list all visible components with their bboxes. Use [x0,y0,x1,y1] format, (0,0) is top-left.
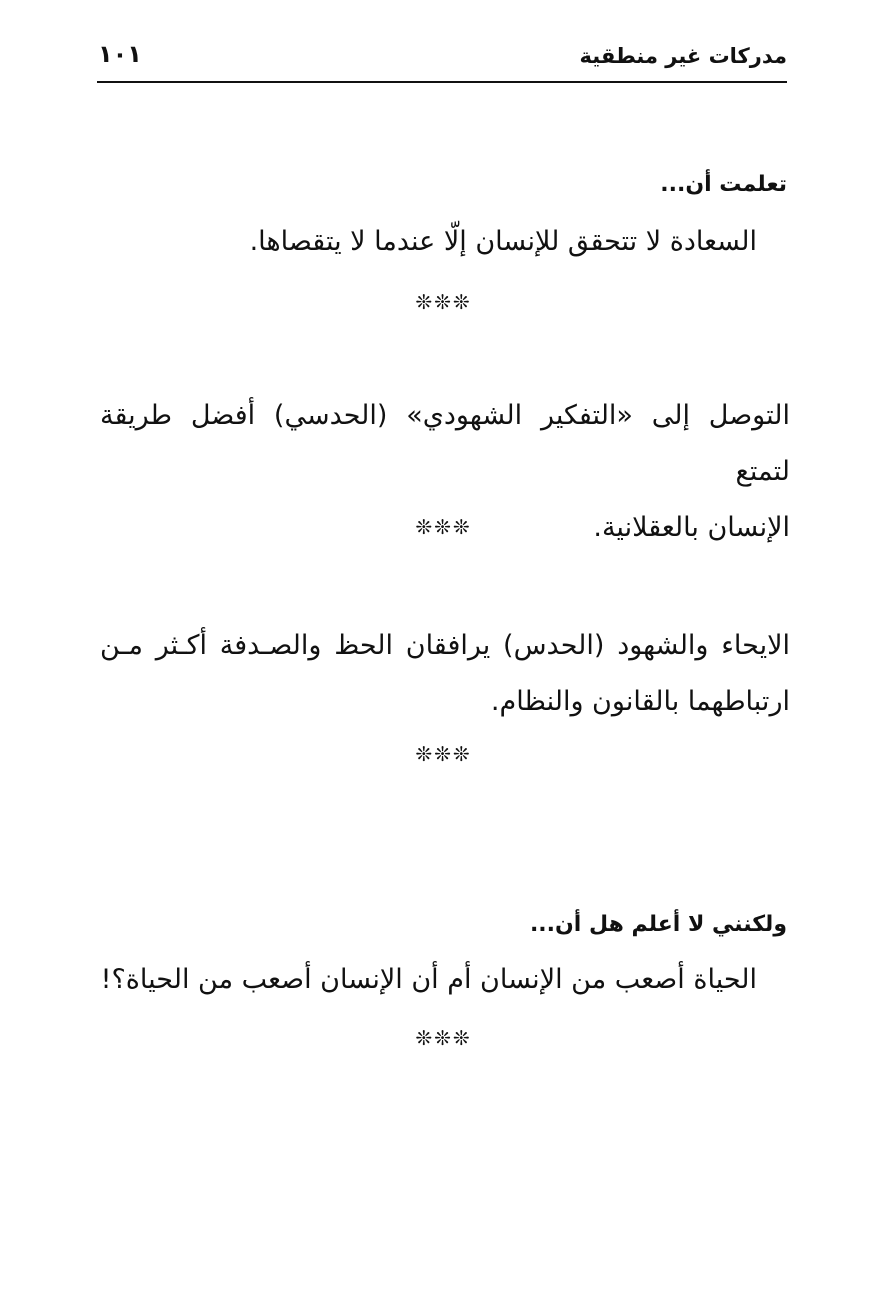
section-heading-dont-know: ولكنني لا أعلم هل أن... [529,912,787,937]
paragraph-line: ارتباطهما بالقانون والنظام. [490,686,790,717]
running-header-title: مدركات غير منطقية [579,44,787,68]
section-separator: ❊❊❊ [415,515,472,539]
paragraph-line: الحياة أصعب من الإنسان أم أن الإنسان أصعب من الحياة؟! [100,964,757,995]
paragraph-line: الإنسان بالعقلانية. [593,512,790,543]
paragraph-line: السعادة لا تتحقق للإنسان إلّا عندما لا يتقصاها. [249,226,757,257]
paragraph-life-human [97,952,757,1008]
page-number: ١٠١ [98,40,142,68]
section-separator: ❊❊❊ [415,742,472,766]
header-rule [97,81,787,83]
paragraph-line: الايحاء والشهود (الحدس) يرافقان الحظ والصـدفة أكـثر مـن [100,630,790,661]
paragraph-inspiration [100,618,790,730]
paragraph-happiness [97,214,757,270]
paragraph-line: التوصل إلى «التفكير الشهودي» (الحدسي) أفضل طريقة لتمتع [100,400,790,487]
section-separator: ❊❊❊ [415,290,472,314]
section-separator: ❊❊❊ [415,1026,472,1050]
section-heading-learned: تعلمت أن... [660,172,787,197]
